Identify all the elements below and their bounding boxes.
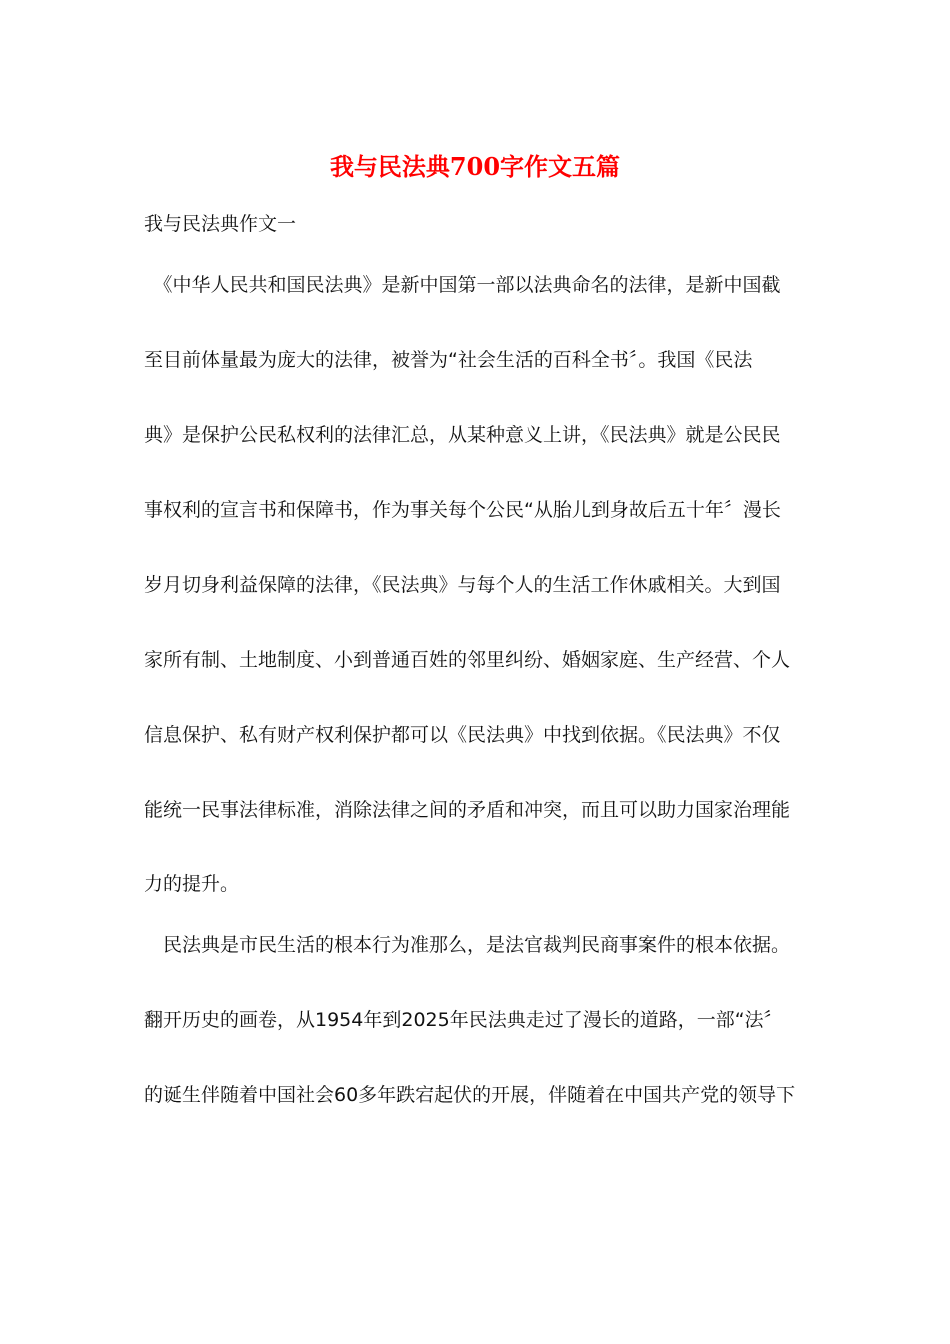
paragraph-line: 典》是保护公民私权利的法律汇总，从某种意义上讲，《民法典》就是公民民	[144, 424, 781, 446]
paragraph-line: 力的提升。	[144, 873, 240, 895]
paragraph-line: 家所有制、土地制度、小到普通百姓的邻里纠纷、婚姻家庭、生产经营、个人	[144, 649, 791, 671]
paragraph-line: 《中华人民共和国民法典》是新中国第一部以法典命名的法律，是新中国截	[144, 274, 781, 296]
paragraph-line: 事权利的宣言书和保障书，作为事关每个公民“从胎儿到身故后五十年〞漫长	[144, 499, 781, 521]
paragraph-line: 至目前体量最为庞大的法律，被誉为“社会生活的百科全书〞。我国《民法	[144, 349, 753, 371]
paragraph-line: 翻开历史的画卷，从1954年到2025年民法典走过了漫长的道路，一部“法〞	[144, 1009, 783, 1031]
paragraph-line: 岁月切身利益保障的法律，《民法典》与每个人的生活工作休戚相关。大到国	[144, 574, 781, 596]
document-title: 我与民法典700字作文五篇	[329, 152, 621, 181]
paragraph-line: 民法典是市民生活的根本行为准那么，是法官裁判民商事案件的根本依据。	[144, 934, 791, 956]
paragraph-line: 能统一民事法律标准，消除法律之间的矛盾和冲突，而且可以助力国家治理能	[144, 799, 791, 821]
paragraph-line: 的诞生伴随着中国社会60多年跌宕起伏的开展，伴随着在中国共产党的领导下	[144, 1084, 796, 1106]
section-heading: 我与民法典作文一	[144, 213, 297, 235]
paragraph-line: 信息保护、私有财产权利保护都可以《民法典》中找到依据。《民法典》不仅	[144, 724, 781, 746]
